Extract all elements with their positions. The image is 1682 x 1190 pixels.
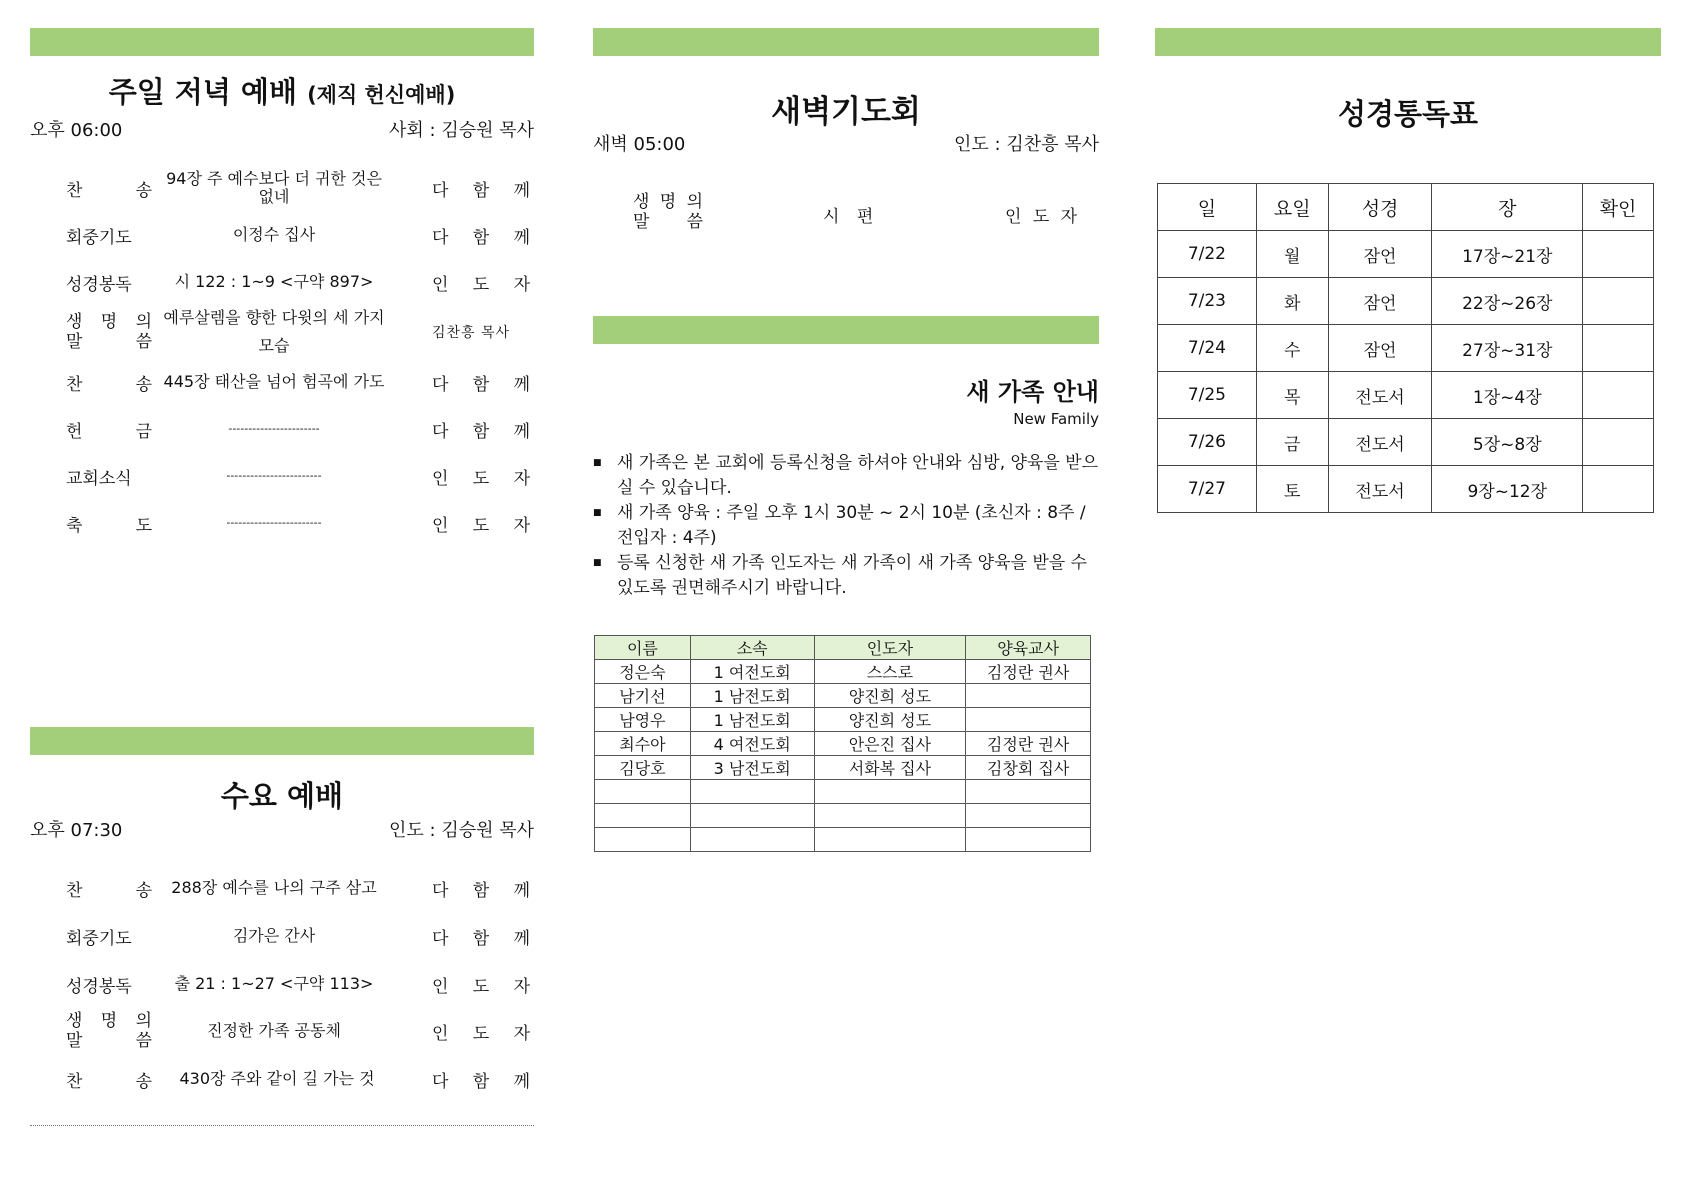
table-cell: 전도서 <box>1328 466 1432 513</box>
table-cell: 김당호 <box>595 756 691 780</box>
dawn-time: 새벽 05:00 <box>593 134 686 155</box>
evening-title-sub: (제직 헌신예배) <box>307 83 456 107</box>
table-cell <box>966 804 1091 828</box>
table-row <box>1158 419 1654 466</box>
wednesday-row-prayer <box>30 916 534 956</box>
row-content: ------------------------ <box>226 516 322 529</box>
table-cell: 전도서 <box>1328 372 1432 419</box>
check-cell[interactable] <box>1583 325 1654 372</box>
new-family-title: 새 가족 안내 <box>966 378 1099 406</box>
section-bar <box>593 316 1099 344</box>
table-cell: 월 <box>1256 231 1328 278</box>
table-row <box>1158 278 1654 325</box>
table-cell <box>690 804 814 828</box>
table-row <box>595 828 1091 852</box>
table-cell: 수 <box>1256 325 1328 372</box>
row-label: 생 명 의 말 씀 <box>66 1011 152 1051</box>
table-cell: 화 <box>1256 278 1328 325</box>
column-header: 이름 <box>595 636 691 660</box>
row-who: 인 도 자 <box>1005 207 1081 227</box>
table-cell <box>595 804 691 828</box>
table-row <box>1158 372 1654 419</box>
table-header-row <box>595 636 1091 660</box>
evening-leader: 사회 : 김승원 목사 <box>389 120 534 141</box>
row-label: 성경봉독 <box>66 274 132 295</box>
table-cell: 목 <box>1256 372 1328 419</box>
row-who: 다 함 께 <box>432 180 530 201</box>
table-cell: 1 남전도회 <box>690 684 814 708</box>
evening-row-prayer <box>30 215 534 255</box>
wednesday-order <box>30 868 534 1108</box>
table-cell: 7/23 <box>1158 278 1257 325</box>
column-header: 양육교사 <box>966 636 1091 660</box>
dawn-row-sermon <box>593 192 1099 232</box>
table-cell <box>690 780 814 804</box>
wednesday-time: 오후 07:30 <box>30 820 123 841</box>
table-cell: 1 여전도회 <box>690 660 814 684</box>
table-cell: 양진희 성도 <box>814 684 966 708</box>
table-cell: 남기선 <box>595 684 691 708</box>
table-row <box>1158 325 1654 372</box>
section-bar <box>593 28 1099 56</box>
column-header: 일 <box>1158 184 1257 231</box>
table-row <box>595 708 1091 732</box>
table-cell: 4 여전도회 <box>690 732 814 756</box>
note-item: ■ 새 가족은 본 교회에 등록신청을 하셔야 안내와 심방, 양육을 받으실 수 있습니다. <box>593 451 1099 501</box>
row-content: 94장 주 예수보다 더 귀한 것은 없네 <box>166 169 382 206</box>
evening-row-hymn-1 <box>30 168 534 208</box>
check-cell[interactable] <box>1583 231 1654 278</box>
table-row <box>1158 466 1654 513</box>
table-cell: 7/25 <box>1158 372 1257 419</box>
table-cell: 5장~8장 <box>1432 419 1583 466</box>
row-label: 찬 송 <box>66 180 152 201</box>
table-row <box>595 780 1091 804</box>
evening-service-title <box>30 70 534 111</box>
row-who: 김찬흥 목사 <box>432 325 511 341</box>
row-content: 445장 태산을 넘어 험곡에 가도 <box>163 372 385 391</box>
table-cell: 양진희 성도 <box>814 708 966 732</box>
row-label: 찬 송 <box>66 880 152 901</box>
table-cell: 정은숙 <box>595 660 691 684</box>
table-row <box>1158 231 1654 278</box>
evening-row-benediction <box>30 503 534 543</box>
row-who: 다 함 께 <box>432 421 530 442</box>
row-content: 430장 주와 같이 길 가는 것 <box>179 1069 375 1088</box>
column-header: 장 <box>1432 184 1583 231</box>
evening-row-news <box>30 456 534 496</box>
column-middle <box>593 0 1099 1190</box>
table-cell: 7/26 <box>1158 419 1257 466</box>
row-content: ----------------------- <box>228 422 320 435</box>
table-cell <box>814 804 966 828</box>
dotted-divider <box>30 1125 534 1126</box>
table-cell: 김창회 집사 <box>966 756 1091 780</box>
row-label: 찬 송 <box>66 1071 152 1092</box>
section-bar <box>30 28 534 56</box>
table-cell: 1장~4장 <box>1432 372 1583 419</box>
column-header: 확인 <box>1583 184 1654 231</box>
row-who: 인 도 자 <box>432 515 530 536</box>
table-cell <box>690 828 814 852</box>
table-cell: 토 <box>1256 466 1328 513</box>
row-content: 시 편 <box>823 207 880 227</box>
table-cell <box>814 828 966 852</box>
wednesday-row-sermon <box>30 1011 534 1051</box>
row-who: 인 도 자 <box>432 274 530 295</box>
row-label: 생 명 의 말 씀 <box>633 192 703 232</box>
new-family-table <box>594 635 1091 852</box>
table-cell <box>595 780 691 804</box>
table-cell: 잠언 <box>1328 278 1432 325</box>
row-content: 김가은 간사 <box>232 926 316 945</box>
wednesday-leader: 인도 : 김승원 목사 <box>389 820 534 841</box>
table-cell: 1 남전도회 <box>690 708 814 732</box>
row-content: 진정한 가족 공동체 <box>207 1021 341 1040</box>
dawn-leader: 인도 : 김찬흥 목사 <box>954 134 1099 155</box>
row-content: 288장 예수를 나의 구주 삼고 <box>171 878 377 897</box>
table-cell: 7/22 <box>1158 231 1257 278</box>
row-label: 생 명 의 말 씀 <box>66 312 152 352</box>
evening-row-hymn-2 <box>30 362 534 402</box>
row-content: 시 122 : 1~9 <구약 897> <box>174 272 374 291</box>
table-cell: 안은진 집사 <box>814 732 966 756</box>
row-label: 회중기도 <box>66 928 132 949</box>
column-header: 인도자 <box>814 636 966 660</box>
note-item: ■ 새 가족 양육 : 주일 오후 1시 30분 ~ 2시 10분 (초신자 : 8주 / 전입자 : 4주) <box>593 501 1099 551</box>
evening-title-main: 주일 저녁 예배 <box>108 75 297 109</box>
new-family-subtitle: New Family <box>1013 410 1099 428</box>
row-content: 예루살렘을 향한 다윗의 세 가지 모습 <box>163 308 385 355</box>
row-who: 인 도 자 <box>432 468 530 489</box>
table-cell: 잠언 <box>1328 231 1432 278</box>
table-cell <box>814 780 966 804</box>
table-cell: 17장~21장 <box>1432 231 1583 278</box>
table-cell: 3 남전도회 <box>690 756 814 780</box>
evening-row-scripture <box>30 262 534 302</box>
table-cell: 잠언 <box>1328 325 1432 372</box>
column-left <box>30 0 534 1190</box>
row-label: 성경봉독 <box>66 976 132 997</box>
check-cell[interactable] <box>1583 278 1654 325</box>
evening-order <box>30 168 534 536</box>
row-who: 다 함 께 <box>432 880 530 901</box>
check-cell[interactable] <box>1583 372 1654 419</box>
section-bar <box>30 727 534 755</box>
row-label: 축 도 <box>66 515 152 536</box>
table-header-row <box>1158 184 1654 231</box>
column-header: 소속 <box>690 636 814 660</box>
table-cell <box>966 780 1091 804</box>
table-cell: 27장~31장 <box>1432 325 1583 372</box>
note-item: ■ 등록 신청한 새 가족 인도자는 새 가족이 새 가족 양육을 받을 수 있도록 권면해주시기 바랍니다. <box>593 551 1099 601</box>
row-label: 헌 금 <box>66 421 152 442</box>
evening-row-sermon <box>30 308 534 355</box>
bible-reading-title: 성경통독표 <box>1337 97 1479 131</box>
bible-reading-table <box>1157 183 1654 513</box>
column-header: 성경 <box>1328 184 1432 231</box>
table-cell: 남영우 <box>595 708 691 732</box>
check-cell[interactable] <box>1583 466 1654 513</box>
table-cell: 김정란 권사 <box>966 660 1091 684</box>
table-row <box>595 756 1091 780</box>
evening-time: 오후 06:00 <box>30 120 123 141</box>
column-right <box>1155 0 1661 1190</box>
row-who: 다 함 께 <box>432 1071 530 1092</box>
table-cell: 7/27 <box>1158 466 1257 513</box>
table-cell: 7/24 <box>1158 325 1257 372</box>
check-cell[interactable] <box>1583 419 1654 466</box>
wednesday-row-scripture <box>30 964 534 1004</box>
row-who: 다 함 께 <box>432 928 530 949</box>
table-row <box>595 732 1091 756</box>
wednesday-service-title: 수요 예배 <box>220 779 344 813</box>
dawn-prayer-title: 새벽기도회 <box>771 94 921 130</box>
table-cell: 김정란 권사 <box>966 732 1091 756</box>
row-who: 다 함 께 <box>432 374 530 395</box>
table-row <box>595 684 1091 708</box>
row-content: ------------------------ <box>226 469 322 482</box>
evening-row-offering <box>30 409 534 449</box>
table-cell: 22장~26장 <box>1432 278 1583 325</box>
column-header: 요일 <box>1256 184 1328 231</box>
new-family-notes <box>593 451 1099 601</box>
table-cell: 금 <box>1256 419 1328 466</box>
table-cell: 서화복 집사 <box>814 756 966 780</box>
table-row <box>595 660 1091 684</box>
wednesday-row-hymn-1 <box>30 868 534 908</box>
table-cell <box>595 828 691 852</box>
row-label: 교회소식 <box>66 468 132 489</box>
table-cell <box>966 828 1091 852</box>
row-content: 출 21 : 1~27 <구약 113> <box>174 974 374 993</box>
row-who: 인 도 자 <box>432 1023 530 1044</box>
wednesday-row-hymn-2 <box>30 1059 534 1099</box>
table-cell: 최수아 <box>595 732 691 756</box>
table-cell <box>966 684 1091 708</box>
table-cell <box>966 708 1091 732</box>
row-content: 이정수 집사 <box>232 225 316 244</box>
table-row <box>595 804 1091 828</box>
row-label: 찬 송 <box>66 374 152 395</box>
row-label: 회중기도 <box>66 227 132 248</box>
row-who: 다 함 께 <box>432 227 530 248</box>
row-who: 인 도 자 <box>432 976 530 997</box>
table-cell: 스스로 <box>814 660 966 684</box>
table-cell: 9장~12장 <box>1432 466 1583 513</box>
table-cell: 전도서 <box>1328 419 1432 466</box>
section-bar <box>1155 28 1661 56</box>
